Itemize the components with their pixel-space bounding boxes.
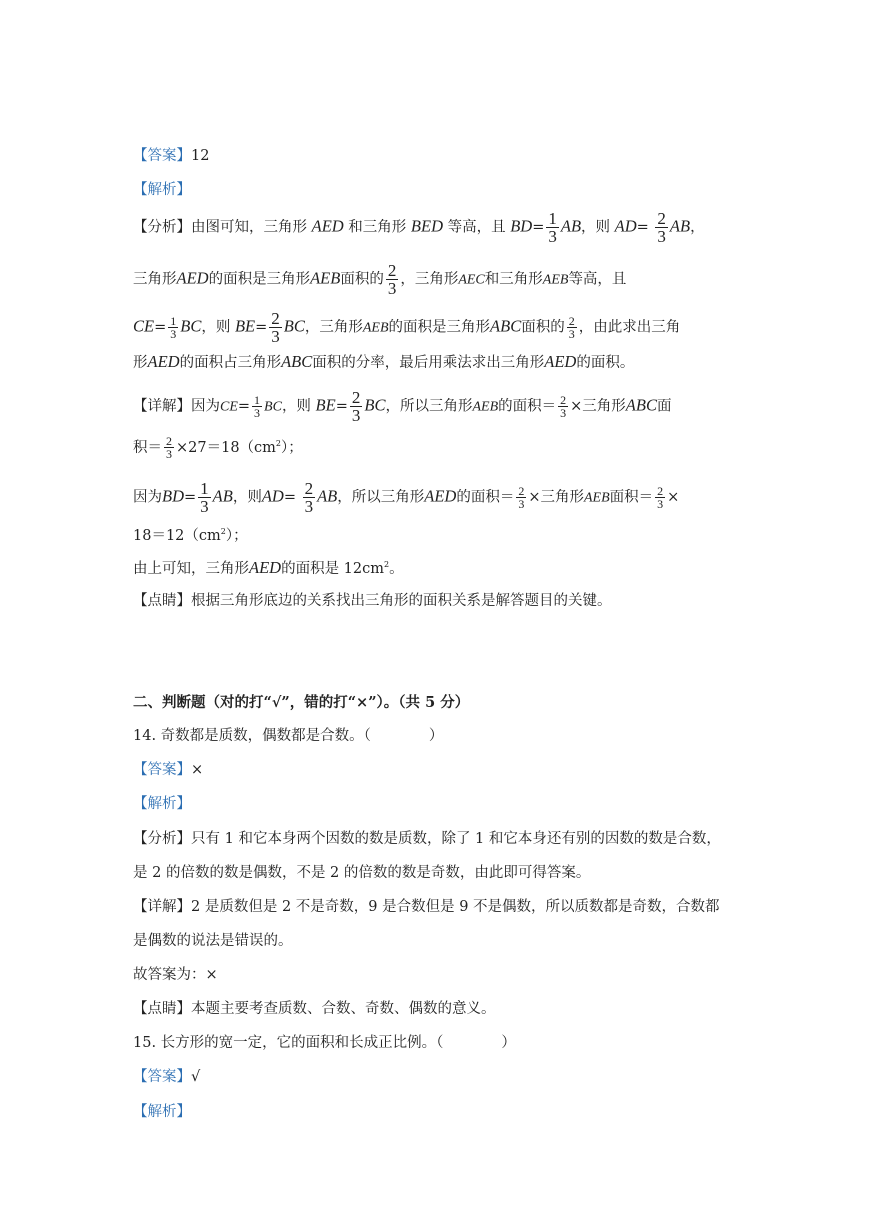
q14-xiangjie-line-1 [133,896,720,918]
text: 等高，且 [447,219,506,236]
text: 的面积是三角形 [208,271,311,288]
numerator: 1 [200,479,209,498]
numerator: 2 [657,484,664,498]
q13-fenxi-line-3 [133,310,680,345]
text: 的面积是 12cm [281,560,385,577]
text: 面积的分率，最后用乘法求出三角形 [312,355,545,371]
text: 的面积是三角形 [388,319,491,336]
fraction-two-thirds [303,480,316,515]
text: 是偶数的说法是错误的。 [133,933,293,949]
text: ，所以三角形 [385,398,473,415]
denominator: 3 [548,227,557,246]
q13-analysis-line [133,179,191,201]
math-bc: BC [283,316,305,336]
math-aed: AED [176,268,209,288]
fraction-two-thirds [269,310,282,345]
denominator: 3 [387,279,397,298]
math-aed: AED [249,557,282,577]
text: ，三角形 [400,271,459,288]
fraction-two-thirds [655,210,668,245]
math-bed: BED [410,216,443,236]
text: 和三角形 [348,219,407,236]
fraction-one-third [198,480,211,515]
denominator: 3 [166,447,172,462]
math-aeb: AEB [472,399,499,415]
q13-xiangjie-line-2 [133,433,303,460]
analysis-tag: 【解析】 [133,796,191,812]
text: ， [690,219,705,236]
q14-answer-line [133,759,203,781]
text: 由上可知，三角形 [133,560,249,577]
math-aed: AED [544,352,577,371]
answer-tag: 【答案】 [133,1069,191,1085]
text: 的面积。 [576,355,635,371]
analysis-tag: 【解析】 [133,182,191,198]
q13-xiangjie-line-3 [133,480,679,515]
text: 面积的 [340,271,384,288]
equals: = [154,319,167,336]
denominator: 3 [254,406,261,420]
fraction-two-thirds [350,389,363,424]
text: ×三角形 [528,489,584,506]
text: ，则 [281,398,311,415]
q14-final-answer [133,964,218,986]
text: 18＝12（cm [133,527,221,544]
superscript: 2 [220,527,226,536]
fraction-two-thirds [164,435,174,460]
question-text: 14. 奇数都是质数，偶数都是合数。（ [133,728,371,744]
fraction-two-thirds [655,485,665,510]
equals: = [532,219,545,236]
numerator: 2 [518,484,525,498]
math-ce: CE [220,399,238,415]
q15-answer-line [133,1066,200,1088]
equals: = [283,489,296,506]
q13-xiangjie-line-4 [133,521,248,547]
math-ab: AB [560,216,582,236]
numerator: 2 [271,309,280,328]
math-abc: ABC [625,395,657,415]
q15-analysis-line [133,1101,191,1123]
q13-fenxi-line-2 [133,262,626,297]
q13-xiangjie-line-1 [133,389,671,424]
denominator: 3 [351,406,361,425]
math-aeb: AEB [542,272,569,288]
equals: = [255,319,268,336]
fraction-one-third [168,315,178,340]
superscript: 2 [275,439,282,448]
dianjing-tag: 【点睛】 [133,1001,191,1017]
q13-dianjing-line [133,590,612,612]
equals: = [335,398,348,415]
dianjing-tag: 【点睛】 [133,593,191,609]
text: ，所以三角形 [337,489,425,506]
numerator: 1 [254,393,261,407]
q14-fenxi-line-2 [133,862,590,884]
answer-value: √ [191,1069,201,1085]
q13-answer-line [133,145,209,167]
denominator: 3 [568,327,575,341]
text: 和三角形 [484,271,543,288]
fraction-two-thirds [386,262,399,297]
equals: = [184,489,197,506]
answer-value: × [191,762,204,778]
xiangjie-tag: 【详解】 [133,899,191,915]
numerator: 2 [304,479,314,498]
math-abc: ABC [281,352,313,371]
numerator: 1 [548,209,557,228]
fenxi-tag: 【分析】 [133,219,191,236]
times-sign: × [667,489,680,506]
math-bc: BC [364,395,386,415]
xiangjie-tag: 【详解】 [133,398,191,415]
math-abc: ABC [490,316,522,336]
denominator: 3 [518,497,525,511]
text: ） [428,728,444,744]
math-aeb: AEB [584,490,610,506]
q14-dianjing-line [133,998,496,1020]
q15-question [133,1032,516,1054]
text: 的面积＝ [498,398,557,415]
text: ） [501,1035,516,1051]
numerator: 2 [351,388,361,407]
text: 根据三角形底边的关系找出三角形的面积关系是解答题目的关键。 [191,593,612,609]
numerator: 1 [170,314,177,328]
text: 的面积＝ [456,489,515,506]
section-heading: 二、判断题（对的打“√”，错的打“×”）。（共 5 分） [133,694,470,711]
text: ，由此求出三角 [578,319,681,336]
denominator: 3 [271,327,280,346]
math-aec: AEC [458,272,485,288]
denominator: 3 [170,327,177,341]
text: ×三角形 [570,398,626,415]
answer-tag: 【答案】 [133,148,191,164]
math-be: BE [315,395,336,415]
math-ab: AB [669,216,691,236]
text: 。 [389,560,404,577]
math-bd: BD [162,486,184,506]
text: 积＝ [133,439,162,456]
text: 是 2 的倍数的数是偶数，不是 2 的倍数的数是奇数，由此即可得答案。 [133,865,591,881]
fraction-two-thirds [558,394,568,419]
text: 面积的 [521,319,565,336]
denominator: 3 [304,497,314,516]
q14-fenxi-line-1 [133,828,721,850]
question-text: 15. 长方形的宽一定，它的面积和长成正比例。（ [133,1035,444,1051]
math-ce: CE [133,316,155,336]
text: 只有 1 和它本身两个因数的数是质数，除了 1 和它本身还有别的因数的数是合数， [191,831,721,847]
text: 面积＝ [609,489,654,506]
q13-fenxi-line-4 [133,351,634,374]
denominator: 3 [200,497,209,516]
denominator: 3 [657,227,666,246]
math-bc: BC [180,316,202,336]
answer-tag: 【答案】 [133,762,191,778]
numerator: 2 [166,434,172,449]
math-aeb: AEB [362,320,389,336]
text: 的面积占三角形 [179,355,282,371]
q14-xiangjie-line-2 [133,930,293,952]
math-ad: AD [261,486,284,506]
fraction-two-thirds [516,485,526,510]
text: ，则 [201,319,231,336]
q14-analysis-line [133,793,191,815]
text: 故答案为：× [133,967,218,983]
math-aed: AED [311,216,344,236]
text: 等高，且 [568,271,627,288]
math-bc: BC [264,399,282,415]
q13-fenxi-line-1 [133,210,705,245]
math-ab: AB [212,486,233,506]
math-bd: BD [510,216,533,236]
superscript: 2 [384,560,390,569]
analysis-tag: 【解析】 [133,1104,191,1120]
text: 2 是质数但是 2 不是奇数，9 是合数但是 9 不是偶数，所以质数都是奇数，合数都 [191,899,720,915]
denominator: 3 [657,497,664,511]
numerator: 2 [568,314,575,328]
text: 面 [656,398,672,415]
fraction-two-thirds [567,315,577,340]
fraction-one-third [546,210,559,245]
text: 因为 [133,489,162,506]
text: 三角形 [133,271,177,288]
fenxi-tag: 【分析】 [133,831,191,847]
text: ）； [281,439,303,456]
math-be: BE [234,316,256,336]
math-ab: AB [317,486,338,506]
math-aeb: AEB [310,268,341,288]
numerator: 2 [387,261,397,280]
equals: = [237,398,251,415]
text: ，三角形 [304,319,363,336]
text: ）； [225,527,248,544]
numerator: 2 [657,209,666,228]
numerator: 2 [560,393,567,407]
fraction-one-third [252,394,262,419]
math-aed: AED [424,486,457,506]
text: 由图可知，三角形 [191,219,307,236]
text: ，则 [581,219,611,236]
text: 本题主要考查质数、合数、奇数、偶数的意义。 [191,1001,496,1017]
denominator: 3 [560,406,567,420]
answer-value: 12 [191,148,210,164]
text: ×27＝18（cm [176,439,276,456]
equals: = [636,219,649,236]
math-ad: AD [614,216,637,236]
math-aed: AED [147,352,180,371]
q13-xiangjie-line-5 [133,554,404,580]
text: ，则 [232,489,262,506]
text: 因为 [191,398,220,415]
text: 形 [133,355,148,371]
q14-question [133,725,443,747]
